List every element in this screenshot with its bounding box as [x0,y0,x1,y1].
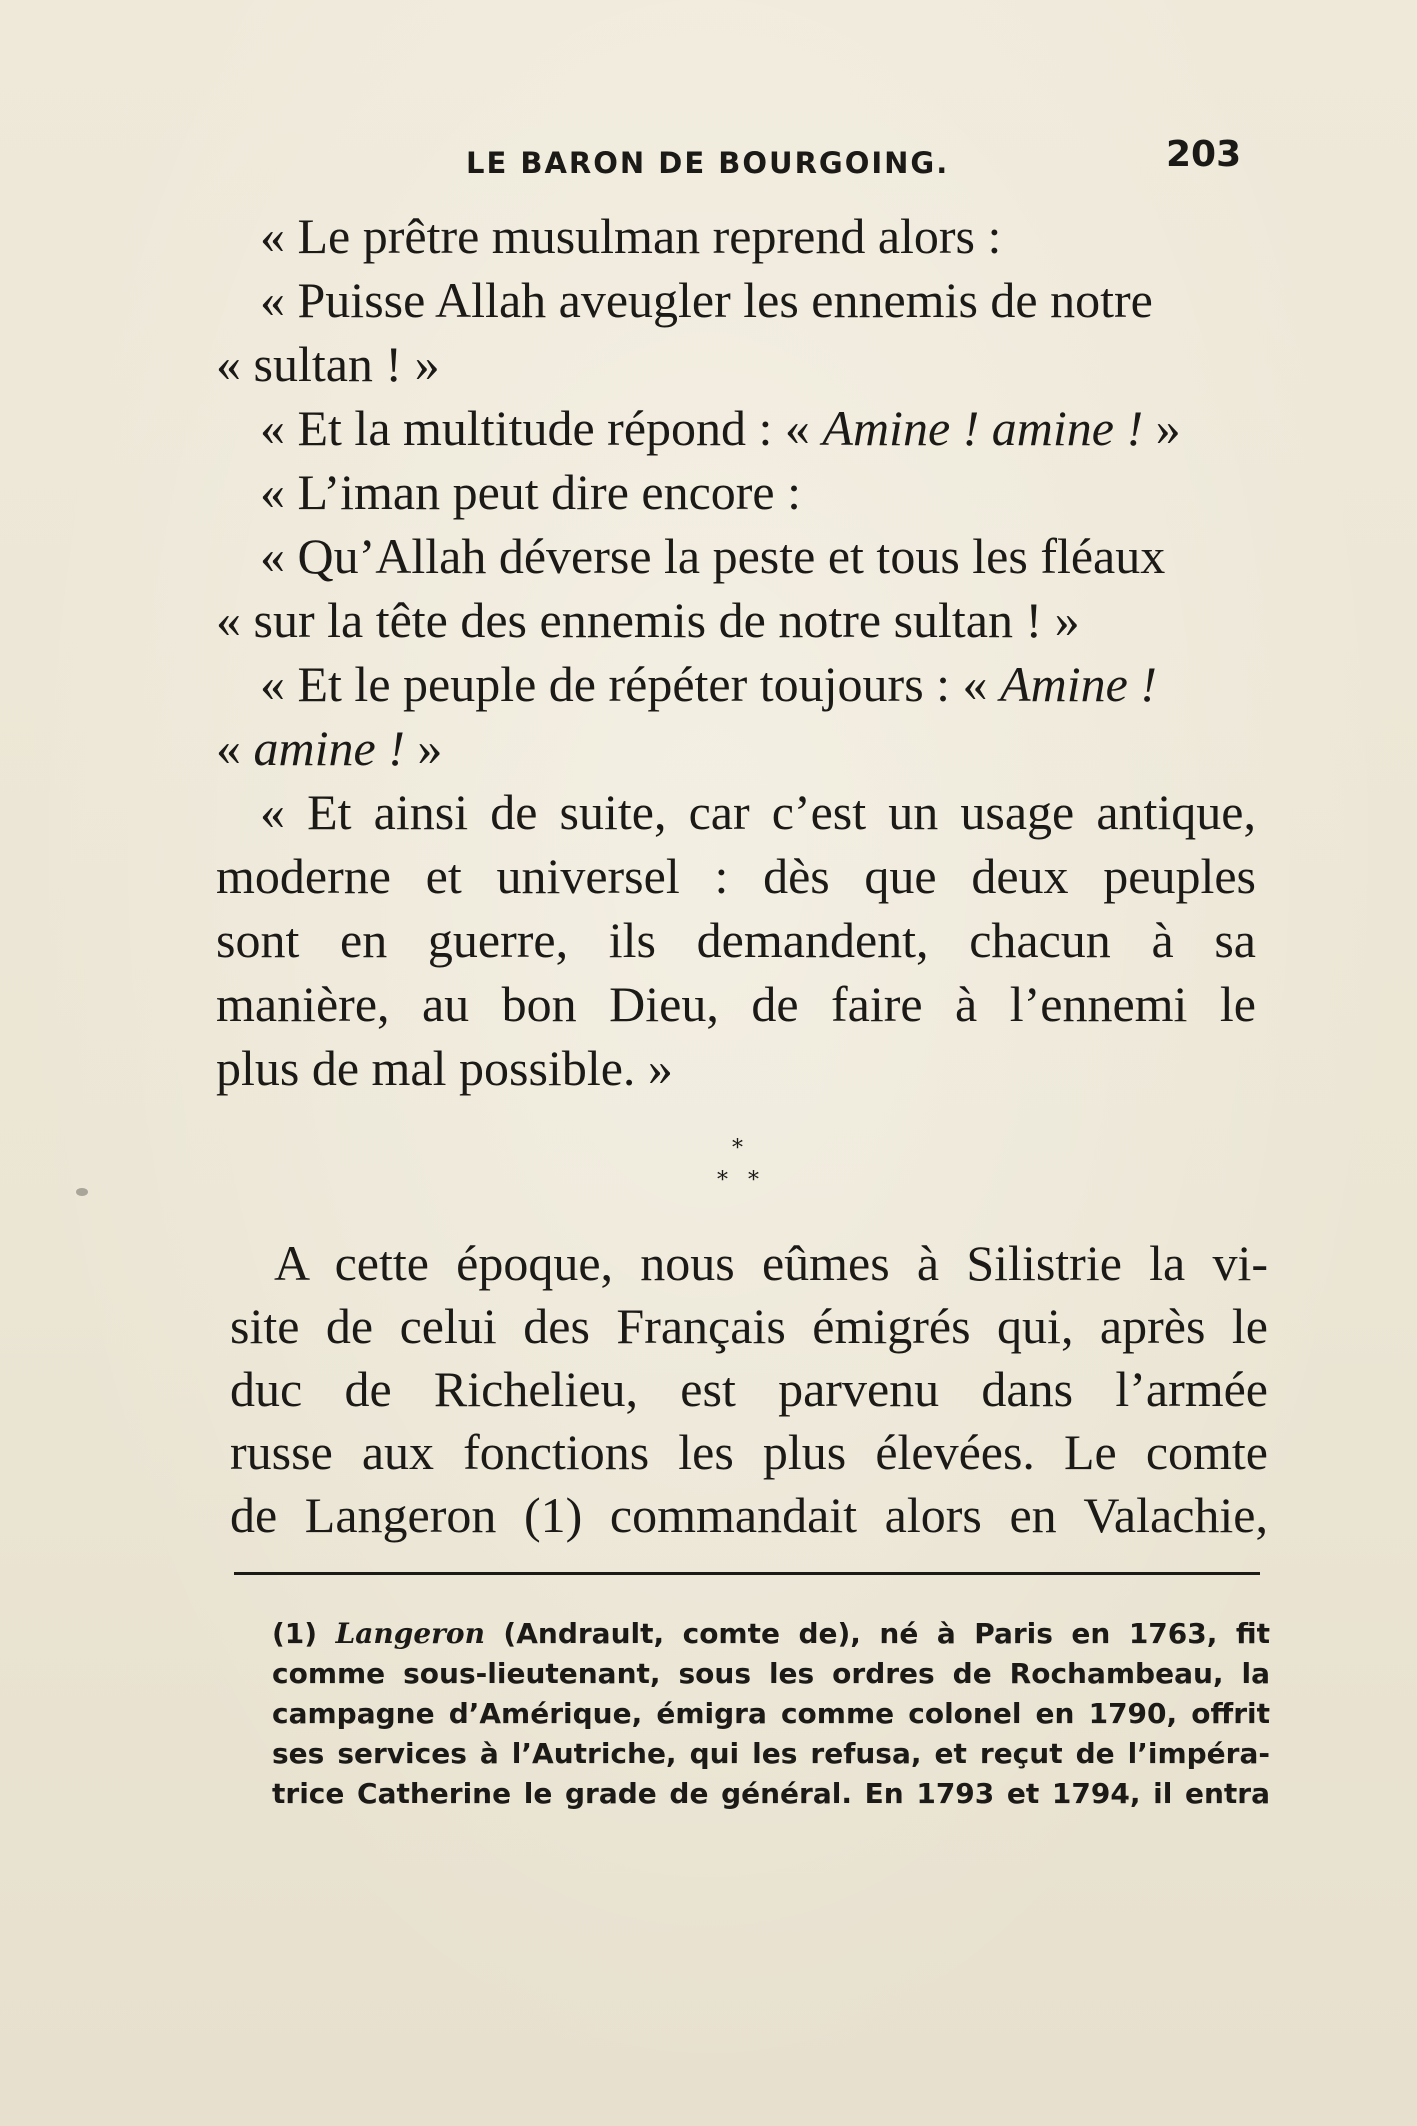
paper-spot [76,1188,88,1196]
text-line: « L’iman peut dire encore : [260,464,802,520]
text-span: » [1143,400,1181,456]
text-line: « Puisse Allah aveugler les ennemis de notre [260,272,1153,328]
footnote-line [272,1614,1270,1654]
text-line: plus de mal possible. » [216,1040,673,1096]
text-line: moderne et universel : dès que deux peuples [216,848,1256,904]
footnote-block [272,1614,1270,1814]
text-span: « Et le peuple de répéter toujours : « [260,656,1001,712]
italic-text: Langeron [335,1617,485,1650]
second-text-block [230,1232,1268,1547]
text-line: russe aux fonctions les plus élevées. Le comte [230,1424,1268,1480]
text-line: « Et ainsi de suite, car c’est un usage antique, [260,784,1256,840]
footnote-line: ses services à l’Autriche, qui les refusa, et reçut de l’impéra- [272,1737,1270,1770]
italic-text: Amine ! amine ! [822,400,1144,456]
text-line: manière, au bon Dieu, de faire à l’ennemi le [216,976,1256,1032]
text-line: « Qu’Allah déverse la peste et tous les fléaux [260,528,1166,584]
main-text-block [216,204,1256,1100]
text-line: A cette époque, nous eûmes à Silistrie la vi- [274,1235,1268,1291]
text-span: « [216,720,254,776]
footnote-rule [234,1572,1260,1575]
text-line: « sur la tête des ennemis de notre sultan ! » [216,592,1080,648]
text-line: duc de Richelieu, est parvenu dans l’armée [230,1361,1268,1417]
text-line [216,396,1256,460]
page-number: 203 [1166,134,1242,175]
footnote-line: campagne d’Amérique, émigra comme colonel en 1790, offrit [272,1697,1270,1730]
footnote-line: trice Catherine le grade de général. En 1793 et 1794, il entra [272,1777,1270,1810]
text-line: « Le prêtre musulman reprend alors : [260,208,1002,264]
text-line [216,716,1256,780]
italic-text: Amine ! [1000,656,1157,712]
asterisk-mark: * [717,1168,728,1193]
text-line [216,652,1256,716]
footnote-line: comme sous-lieutenant, sous les ordres de Rochambeau, la [272,1657,1270,1690]
text-line: « sultan ! » [216,336,440,392]
section-break-asterism [700,1138,780,1198]
text-span: « Et la multitude répond : « [260,400,823,456]
italic-text: amine ! [253,720,405,776]
text-line: site de celui des Français émigrés qui, après le [230,1298,1268,1354]
text-span: » [404,720,443,776]
running-title: LE BARON DE BOURGOING. [466,146,950,180]
asterisk-mark: * [748,1168,759,1193]
asterisk-mark: * [732,1136,743,1161]
text-line: de Langeron (1) commandait alors en Valachie, [230,1487,1268,1543]
text-line: sont en guerre, ils demandent, chacun à sa [216,912,1256,968]
text-span: (Andrault, comte de), né à Paris en 1763, fit [484,1617,1270,1650]
footnote-marker: (1) [272,1617,336,1650]
